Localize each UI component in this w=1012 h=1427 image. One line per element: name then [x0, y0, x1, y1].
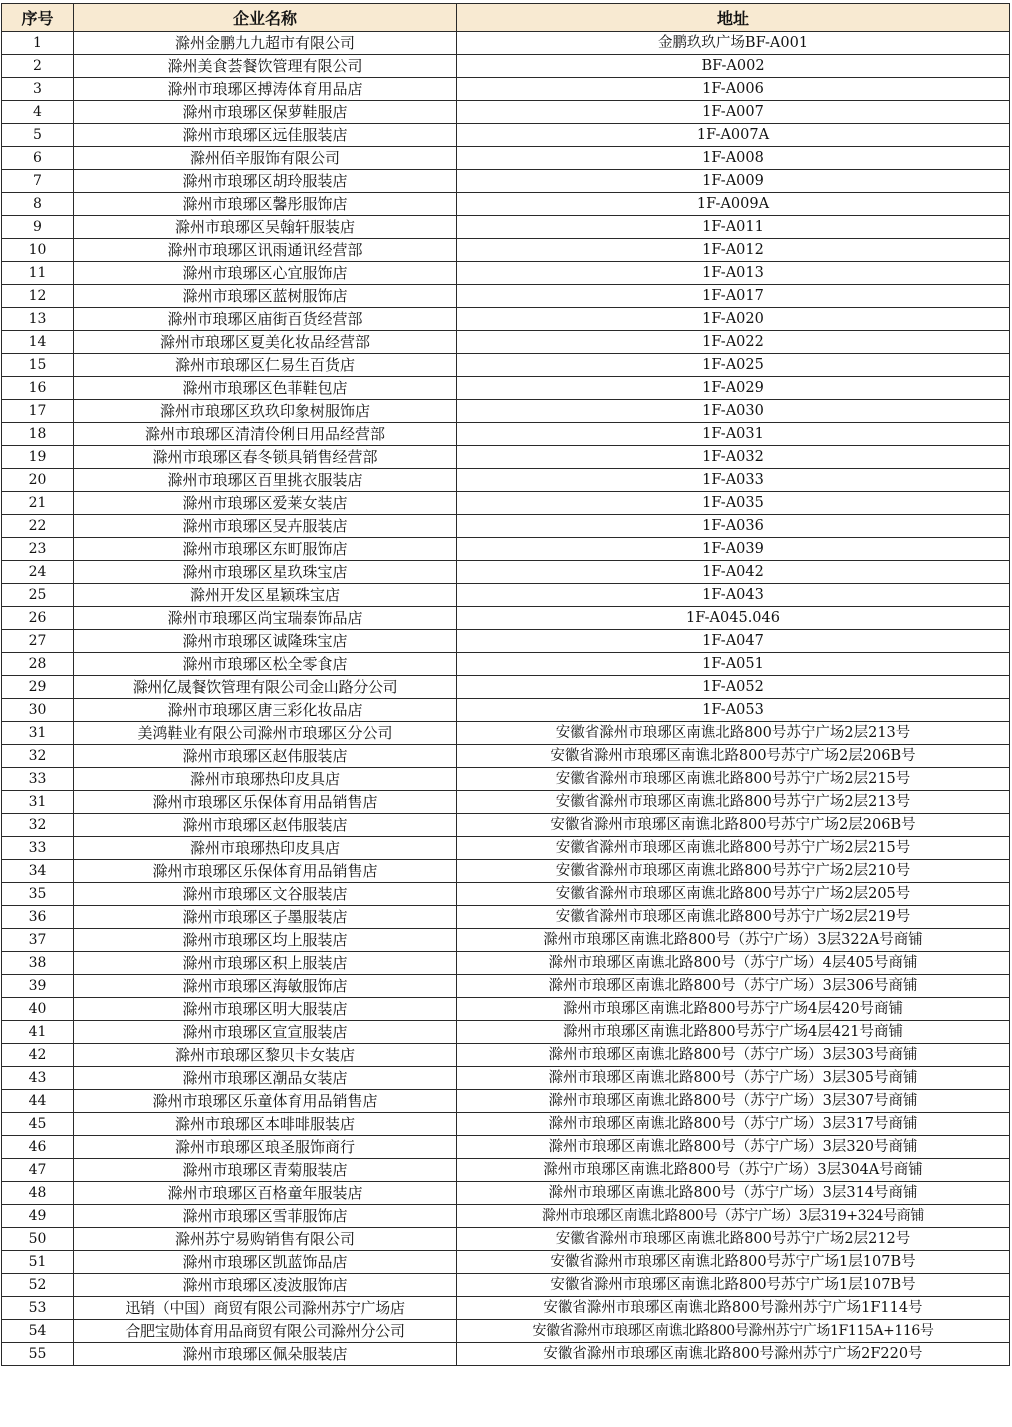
row-index-cell: 45: [2, 1113, 74, 1136]
address-cell: 1F-A008: [457, 147, 1010, 170]
table-row: [2, 170, 1010, 193]
row-index-cell: 20: [2, 469, 74, 492]
address-cell: 1F-A052: [457, 676, 1010, 699]
row-index-cell: 53: [2, 1297, 74, 1320]
row-index-cell: 40: [2, 998, 74, 1021]
table-row: [2, 883, 1010, 906]
address-cell: 安徽省滁州市琅琊区南谯北路800号苏宁广场2层210号: [457, 860, 1010, 883]
company-name-cell: 滁州市琅琊区乐保体育用品销售店: [74, 860, 457, 883]
company-name-cell: 滁州市琅琊区色菲鞋包店: [74, 377, 457, 400]
row-index-cell: 31: [2, 791, 74, 814]
row-index-cell: 47: [2, 1159, 74, 1182]
address-cell: 安徽省滁州市琅琊区南谯北路800号苏宁广场1层107B号: [457, 1251, 1010, 1274]
table-row: [2, 423, 1010, 446]
address-cell: 1F-A029: [457, 377, 1010, 400]
address-cell: 滁州市琅琊区南谯北路800号（苏宁广场）4层405号商铺: [457, 952, 1010, 975]
table-row: [2, 1251, 1010, 1274]
company-name-cell: 滁州市琅琊区文谷服装店: [74, 883, 457, 906]
row-index-cell: 51: [2, 1251, 74, 1274]
company-name-cell: 滁州市琅琊区乐童体育用品销售店: [74, 1090, 457, 1113]
address-cell: 滁州市琅琊区南谯北路800号（苏宁广场）3层307号商铺: [457, 1090, 1010, 1113]
address-cell: 1F-A045.046: [457, 607, 1010, 630]
row-index-cell: 6: [2, 147, 74, 170]
address-cell: 安徽省滁州市琅琊区南谯北路800号苏宁广场2层219号: [457, 906, 1010, 929]
table-row: [2, 676, 1010, 699]
address-cell: 滁州市琅琊区南谯北路800号（苏宁广场）3层304A号商铺: [457, 1159, 1010, 1182]
company-name-cell: 滁州市琅琊热印皮具店: [74, 837, 457, 860]
table-row: [2, 791, 1010, 814]
company-name-cell: 滁州市琅琊区潮品女装店: [74, 1067, 457, 1090]
row-index-cell: 7: [2, 170, 74, 193]
table-body: [2, 32, 1010, 1366]
row-index-cell: 3: [2, 78, 74, 101]
company-name-cell: 滁州市琅琊区宣宣服装店: [74, 1021, 457, 1044]
table-row: [2, 699, 1010, 722]
address-cell: 1F-A022: [457, 331, 1010, 354]
table-row: [2, 285, 1010, 308]
row-index-cell: 32: [2, 814, 74, 837]
row-index-cell: 42: [2, 1044, 74, 1067]
address-cell: 安徽省滁州市琅琊区南谯北路800号苏宁广场2层206B号: [457, 814, 1010, 837]
address-cell: 1F-A011: [457, 216, 1010, 239]
row-index-cell: 19: [2, 446, 74, 469]
company-name-cell: 滁州市琅琊区佩朵服装店: [74, 1343, 457, 1366]
table-row: [2, 446, 1010, 469]
company-name-cell: 滁州市琅琊区远佳服装店: [74, 124, 457, 147]
table-row: [2, 1274, 1010, 1297]
header-address: 地址: [457, 4, 1010, 32]
address-cell: 安徽省滁州市琅琊区南谯北路800号苏宁广场2层215号: [457, 837, 1010, 860]
address-cell: 安徽省滁州市琅琊区南谯北路800号滁州苏宁广场1F114号: [457, 1297, 1010, 1320]
table-row: [2, 722, 1010, 745]
company-name-cell: 滁州市琅琊区心宜服饰店: [74, 262, 457, 285]
row-index-cell: 4: [2, 101, 74, 124]
address-cell: 1F-A032: [457, 446, 1010, 469]
table-row: [2, 745, 1010, 768]
table-row: [2, 929, 1010, 952]
company-name-cell: 滁州市琅琊区赵伟服装店: [74, 745, 457, 768]
table-row: [2, 630, 1010, 653]
company-name-cell: 滁州市琅琊区讯雨通讯经营部: [74, 239, 457, 262]
row-index-cell: 52: [2, 1274, 74, 1297]
address-cell: 1F-A043: [457, 584, 1010, 607]
row-index-cell: 32: [2, 745, 74, 768]
row-index-cell: 39: [2, 975, 74, 998]
table-row: [2, 1205, 1010, 1228]
company-name-cell: 滁州市琅琊区夏美化妆品经营部: [74, 331, 457, 354]
address-cell: 安徽省滁州市琅琊区南谯北路800号苏宁广场2层206B号: [457, 745, 1010, 768]
row-index-cell: 10: [2, 239, 74, 262]
company-name-cell: 滁州亿晟餐饮管理有限公司金山路分公司: [74, 676, 457, 699]
row-index-cell: 43: [2, 1067, 74, 1090]
company-name-cell: 滁州市琅琊区赵伟服装店: [74, 814, 457, 837]
address-cell: 安徽省滁州市琅琊区南谯北路800号苏宁广场1层107B号: [457, 1274, 1010, 1297]
merchant-table: [1, 3, 1010, 1366]
row-index-cell: 37: [2, 929, 74, 952]
header-index: 序号: [2, 4, 74, 32]
company-name-cell: 滁州市琅琊区东町服饰店: [74, 538, 457, 561]
address-cell: 1F-A006: [457, 78, 1010, 101]
table-row: [2, 515, 1010, 538]
company-name-cell: 滁州市琅琊区搏涛体育用品店: [74, 78, 457, 101]
table-row: [2, 1067, 1010, 1090]
table-row: [2, 538, 1010, 561]
address-cell: 1F-A047: [457, 630, 1010, 653]
row-index-cell: 48: [2, 1182, 74, 1205]
row-index-cell: 23: [2, 538, 74, 561]
address-cell: 滁州市琅琊区南谯北路800号（苏宁广场）3层303号商铺: [457, 1044, 1010, 1067]
table-row: [2, 768, 1010, 791]
address-cell: 1F-A036: [457, 515, 1010, 538]
address-cell: 1F-A042: [457, 561, 1010, 584]
company-name-cell: 滁州市琅琊区庙街百货经营部: [74, 308, 457, 331]
row-index-cell: 46: [2, 1136, 74, 1159]
company-name-cell: 滁州市琅琊区均上服装店: [74, 929, 457, 952]
company-name-cell: 滁州市琅琊区黎贝卡女装店: [74, 1044, 457, 1067]
address-cell: 安徽省滁州市琅琊区南谯北路800号苏宁广场2层215号: [457, 768, 1010, 791]
company-name-cell: 滁州市琅琊区春冬锁具销售经营部: [74, 446, 457, 469]
table-row: [2, 837, 1010, 860]
table-row: [2, 1320, 1010, 1343]
address-cell: 1F-A033: [457, 469, 1010, 492]
row-index-cell: 24: [2, 561, 74, 584]
table-row: [2, 906, 1010, 929]
company-name-cell: 滁州市琅琊区诚隆珠宝店: [74, 630, 457, 653]
row-index-cell: 54: [2, 1320, 74, 1343]
row-index-cell: 44: [2, 1090, 74, 1113]
company-name-cell: 滁州市琅琊区爱莱女装店: [74, 492, 457, 515]
spreadsheet: [1, 3, 1009, 1366]
company-name-cell: 滁州市琅琊区青菊服装店: [74, 1159, 457, 1182]
company-name-cell: 滁州市琅琊区凯蓝饰品店: [74, 1251, 457, 1274]
address-cell: 安徽省滁州市琅琊区南谯北路800号苏宁广场2层213号: [457, 722, 1010, 745]
table-row: [2, 1228, 1010, 1251]
address-cell: 1F-A009A: [457, 193, 1010, 216]
address-cell: 滁州市琅琊区南谯北路800号苏宁广场4层421号商铺: [457, 1021, 1010, 1044]
company-name-cell: 滁州市琅琊区松全零食店: [74, 653, 457, 676]
row-index-cell: 21: [2, 492, 74, 515]
table-row: [2, 354, 1010, 377]
company-name-cell: 滁州市琅琊区琅圣服饰商行: [74, 1136, 457, 1159]
address-cell: 滁州市琅琊区南谯北路800号（苏宁广场）3层317号商铺: [457, 1113, 1010, 1136]
address-cell: 1F-A035: [457, 492, 1010, 515]
table-row: [2, 975, 1010, 998]
table-row: [2, 1021, 1010, 1044]
row-index-cell: 55: [2, 1343, 74, 1366]
address-cell: 金鹏玖玖广场BF-A001: [457, 32, 1010, 55]
table-row: [2, 55, 1010, 78]
address-cell: 1F-A039: [457, 538, 1010, 561]
row-index-cell: 1: [2, 32, 74, 55]
table-row: [2, 78, 1010, 101]
table-row: [2, 1343, 1010, 1366]
company-name-cell: 滁州市琅琊区仁易生百货店: [74, 354, 457, 377]
address-cell: 1F-A017: [457, 285, 1010, 308]
table-row: [2, 377, 1010, 400]
company-name-cell: 滁州佰辛服饰有限公司: [74, 147, 457, 170]
address-cell: 滁州市琅琊区南谯北路800号（苏宁广场）3层320号商铺: [457, 1136, 1010, 1159]
row-index-cell: 30: [2, 699, 74, 722]
company-name-cell: 滁州市琅琊区星玖珠宝店: [74, 561, 457, 584]
table-row: [2, 561, 1010, 584]
address-cell: 1F-A053: [457, 699, 1010, 722]
row-index-cell: 28: [2, 653, 74, 676]
table-row: [2, 1136, 1010, 1159]
address-cell: 1F-A007A: [457, 124, 1010, 147]
address-cell: 1F-A020: [457, 308, 1010, 331]
company-name-cell: 滁州市琅琊热印皮具店: [74, 768, 457, 791]
address-cell: 1F-A025: [457, 354, 1010, 377]
address-cell: 滁州市琅琊区南谯北路800号（苏宁广场）3层314号商铺: [457, 1182, 1010, 1205]
table-row: [2, 331, 1010, 354]
company-name-cell: 滁州市琅琊区唐三彩化妆品店: [74, 699, 457, 722]
company-name-cell: 滁州市琅琊区积上服装店: [74, 952, 457, 975]
row-index-cell: 41: [2, 1021, 74, 1044]
company-name-cell: 滁州市琅琊区百里挑衣服装店: [74, 469, 457, 492]
address-cell: 滁州市琅琊区南谯北路800号苏宁广场4层420号商铺: [457, 998, 1010, 1021]
table-row: [2, 262, 1010, 285]
table-row: [2, 400, 1010, 423]
header-company-name: 企业名称: [74, 4, 457, 32]
company-name-cell: 滁州市琅琊区旻卉服装店: [74, 515, 457, 538]
company-name-cell: 滁州市琅琊区胡玲服装店: [74, 170, 457, 193]
table-row: [2, 193, 1010, 216]
company-name-cell: 滁州市琅琊区蓝树服饰店: [74, 285, 457, 308]
company-name-cell: 合肥宝勋体育用品商贸有限公司滁州分公司: [74, 1320, 457, 1343]
company-name-cell: 滁州美食荟餐饮管理有限公司: [74, 55, 457, 78]
company-name-cell: 滁州市琅琊区保萝鞋服店: [74, 101, 457, 124]
company-name-cell: 美鸿鞋业有限公司滁州市琅琊区分公司: [74, 722, 457, 745]
company-name-cell: 滁州市琅琊区雪菲服饰店: [74, 1205, 457, 1228]
header-row: [2, 4, 1010, 32]
table-row: [2, 1159, 1010, 1182]
table-row: [2, 1297, 1010, 1320]
address-cell: 1F-A009: [457, 170, 1010, 193]
row-index-cell: 11: [2, 262, 74, 285]
table-row: [2, 607, 1010, 630]
address-cell: 1F-A030: [457, 400, 1010, 423]
row-index-cell: 33: [2, 837, 74, 860]
row-index-cell: 14: [2, 331, 74, 354]
company-name-cell: 滁州市琅琊区乐保体育用品销售店: [74, 791, 457, 814]
row-index-cell: 29: [2, 676, 74, 699]
table-row: [2, 308, 1010, 331]
company-name-cell: 滁州金鹏九九超市有限公司: [74, 32, 457, 55]
address-cell: 1F-A031: [457, 423, 1010, 446]
address-cell: 1F-A007: [457, 101, 1010, 124]
row-index-cell: 27: [2, 630, 74, 653]
row-index-cell: 22: [2, 515, 74, 538]
table-row: [2, 1090, 1010, 1113]
table-row: [2, 239, 1010, 262]
table-row: [2, 1113, 1010, 1136]
company-name-cell: 滁州市琅琊区凌波服饰店: [74, 1274, 457, 1297]
table-row: [2, 1182, 1010, 1205]
company-name-cell: 滁州苏宁易购销售有限公司: [74, 1228, 457, 1251]
row-index-cell: 12: [2, 285, 74, 308]
row-index-cell: 33: [2, 768, 74, 791]
row-index-cell: 8: [2, 193, 74, 216]
row-index-cell: 9: [2, 216, 74, 239]
row-index-cell: 35: [2, 883, 74, 906]
row-index-cell: 36: [2, 906, 74, 929]
company-name-cell: 滁州市琅琊区海敏服饰店: [74, 975, 457, 998]
row-index-cell: 17: [2, 400, 74, 423]
row-index-cell: 13: [2, 308, 74, 331]
row-index-cell: 25: [2, 584, 74, 607]
company-name-cell: 滁州市琅琊区清清伶俐日用品经营部: [74, 423, 457, 446]
company-name-cell: 滁州市琅琊区馨彤服饰店: [74, 193, 457, 216]
address-cell: 滁州市琅琊区南谯北路800号（苏宁广场）3层322A号商铺: [457, 929, 1010, 952]
row-index-cell: 18: [2, 423, 74, 446]
table-row: [2, 32, 1010, 55]
table-row: [2, 124, 1010, 147]
address-cell: 1F-A013: [457, 262, 1010, 285]
row-index-cell: 38: [2, 952, 74, 975]
table-row: [2, 1044, 1010, 1067]
address-cell: 滁州市琅琊区南谯北路800号（苏宁广场）3层319+324号商铺: [457, 1205, 1010, 1228]
table-row: [2, 952, 1010, 975]
address-cell: 1F-A012: [457, 239, 1010, 262]
row-index-cell: 5: [2, 124, 74, 147]
table-row: [2, 860, 1010, 883]
row-index-cell: 16: [2, 377, 74, 400]
company-name-cell: 滁州市琅琊区尚宝瑞泰饰品店: [74, 607, 457, 630]
table-row: [2, 584, 1010, 607]
address-cell: 安徽省滁州市琅琊区南谯北路800号苏宁广场2层213号: [457, 791, 1010, 814]
company-name-cell: 滁州市琅琊区吴翰轩服装店: [74, 216, 457, 239]
row-index-cell: 34: [2, 860, 74, 883]
table-row: [2, 492, 1010, 515]
address-cell: 1F-A051: [457, 653, 1010, 676]
address-cell: 安徽省滁州市琅琊区南谯北路800号苏宁广场2层212号: [457, 1228, 1010, 1251]
address-cell: BF-A002: [457, 55, 1010, 78]
company-name-cell: 迅销（中国）商贸有限公司滁州苏宁广场店: [74, 1297, 457, 1320]
address-cell: 安徽省滁州市琅琊区南谯北路800号滁州苏宁广场2F220号: [457, 1343, 1010, 1366]
row-index-cell: 15: [2, 354, 74, 377]
table-row: [2, 814, 1010, 837]
company-name-cell: 滁州市琅琊区子墨服装店: [74, 906, 457, 929]
row-index-cell: 50: [2, 1228, 74, 1251]
company-name-cell: 滁州市琅琊区明大服装店: [74, 998, 457, 1021]
table-row: [2, 147, 1010, 170]
company-name-cell: 滁州开发区星颖珠宝店: [74, 584, 457, 607]
table-row: [2, 998, 1010, 1021]
company-name-cell: 滁州市琅琊区本啡啡服装店: [74, 1113, 457, 1136]
row-index-cell: 49: [2, 1205, 74, 1228]
row-index-cell: 31: [2, 722, 74, 745]
address-cell: 安徽省滁州市琅琊区南谯北路800号滁州苏宁广场1F115A+116号: [457, 1320, 1010, 1343]
address-cell: 滁州市琅琊区南谯北路800号（苏宁广场）3层306号商铺: [457, 975, 1010, 998]
address-cell: 滁州市琅琊区南谯北路800号（苏宁广场）3层305号商铺: [457, 1067, 1010, 1090]
row-index-cell: 26: [2, 607, 74, 630]
table-row: [2, 469, 1010, 492]
company-name-cell: 滁州市琅琊区玖玖印象树服饰店: [74, 400, 457, 423]
table-row: [2, 216, 1010, 239]
table-row: [2, 653, 1010, 676]
address-cell: 安徽省滁州市琅琊区南谯北路800号苏宁广场2层205号: [457, 883, 1010, 906]
table-row: [2, 101, 1010, 124]
row-index-cell: 2: [2, 55, 74, 78]
company-name-cell: 滁州市琅琊区百格童年服装店: [74, 1182, 457, 1205]
